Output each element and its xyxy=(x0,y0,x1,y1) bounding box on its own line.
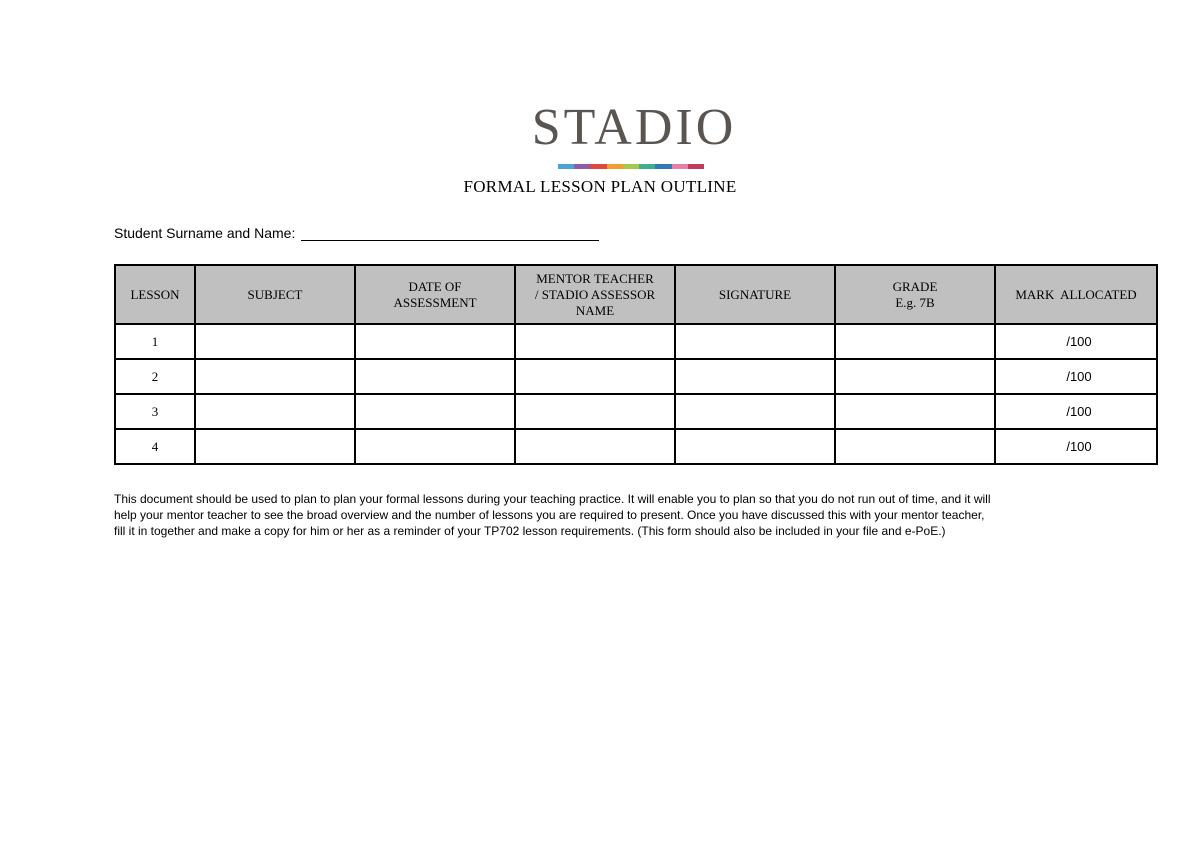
header-grade-line: E.g. 7B xyxy=(895,294,935,310)
table-header-row xyxy=(115,265,1157,324)
cell-subject[interactable] xyxy=(195,429,355,464)
logo-bar-segment xyxy=(623,164,639,169)
logo-wordmark: STADIO xyxy=(531,99,737,156)
mark-value: /100 xyxy=(1066,333,1092,349)
cell-lesson-number: 1 xyxy=(115,324,195,359)
mark-value: /100 xyxy=(1066,368,1092,384)
stadio-logo xyxy=(508,100,760,172)
logo-color-bar xyxy=(558,164,704,169)
cell-lesson-number: 2 xyxy=(115,359,195,394)
cell-mentor[interactable] xyxy=(515,429,675,464)
table-row xyxy=(115,394,1157,429)
cell-grade[interactable] xyxy=(835,359,995,394)
cell-signature[interactable] xyxy=(675,359,835,394)
table-row xyxy=(115,324,1157,359)
logo-bar-segment xyxy=(672,164,688,169)
cell-lesson-number: 3 xyxy=(115,394,195,429)
header-lesson: LESSON xyxy=(115,265,195,324)
cell-date[interactable] xyxy=(355,359,515,394)
header-date-line: DATE OF xyxy=(408,278,462,294)
cell-lesson-number: 4 xyxy=(115,429,195,464)
logo-bar-segment xyxy=(688,164,704,169)
lesson-plan-table xyxy=(114,264,1158,465)
cell-subject[interactable] xyxy=(195,359,355,394)
header-mentor-line: MENTOR TEACHER xyxy=(536,270,654,286)
cell-mentor[interactable] xyxy=(515,324,675,359)
cell-mark[interactable] xyxy=(995,359,1157,394)
logo-bar-segment xyxy=(590,164,606,169)
cell-signature[interactable] xyxy=(675,394,835,429)
mark-value: /100 xyxy=(1066,438,1092,454)
student-name-line xyxy=(114,224,599,241)
mark-value: /100 xyxy=(1066,403,1092,419)
header-subject: SUBJECT xyxy=(195,265,355,324)
cell-grade[interactable] xyxy=(835,429,995,464)
cell-date[interactable] xyxy=(355,394,515,429)
student-name-label: Student Surname and Name: xyxy=(114,225,300,241)
instructions-paragraph: This document should be used to plan to plan your formal lessons during your teaching practice. It will enable you to plan so that you do not run out of time, and it will help your mentor teacher to see the broad overview and the number of lessons you are required to present. Once you have discussed this with your mentor teacher, fill it in together and make a copy for him or her as a reminder of your TP702 lesson requirements. (This form should also be included in your file and e-PoE.) xyxy=(114,492,991,538)
table-row xyxy=(115,429,1157,464)
document-title: FORMAL LESSON PLAN OUTLINE xyxy=(463,177,737,196)
header-mentor-line: NAME xyxy=(575,302,615,318)
header-date-of-assessment xyxy=(355,265,515,324)
cell-signature[interactable] xyxy=(675,324,835,359)
logo-bar-segment xyxy=(558,164,574,169)
cell-signature[interactable] xyxy=(675,429,835,464)
header-signature: SIGNATURE xyxy=(675,265,835,324)
cell-mentor[interactable] xyxy=(515,359,675,394)
logo-bar-segment xyxy=(655,164,671,169)
cell-grade[interactable] xyxy=(835,324,995,359)
header-date-line: ASSESSMENT xyxy=(393,294,477,310)
cell-mark[interactable] xyxy=(995,394,1157,429)
cell-subject[interactable] xyxy=(195,394,355,429)
cell-mark[interactable] xyxy=(995,429,1157,464)
logo-bar-segment xyxy=(639,164,655,169)
cell-grade[interactable] xyxy=(835,394,995,429)
header-grade xyxy=(835,265,995,324)
cell-date[interactable] xyxy=(355,429,515,464)
logo-bar-segment xyxy=(607,164,623,169)
cell-date[interactable] xyxy=(355,324,515,359)
logo-bar-segment xyxy=(574,164,590,169)
student-name-field[interactable] xyxy=(301,224,599,241)
cell-mentor[interactable] xyxy=(515,394,675,429)
header-mentor-teacher xyxy=(515,265,675,324)
table-row xyxy=(115,359,1157,394)
header-mark-allocated: MARK ALLOCATED xyxy=(995,265,1157,324)
header-grade-line: GRADE xyxy=(892,278,938,294)
cell-subject[interactable] xyxy=(195,324,355,359)
cell-mark[interactable] xyxy=(995,324,1157,359)
header-mentor-line: / STADIO ASSESSOR xyxy=(534,286,656,302)
